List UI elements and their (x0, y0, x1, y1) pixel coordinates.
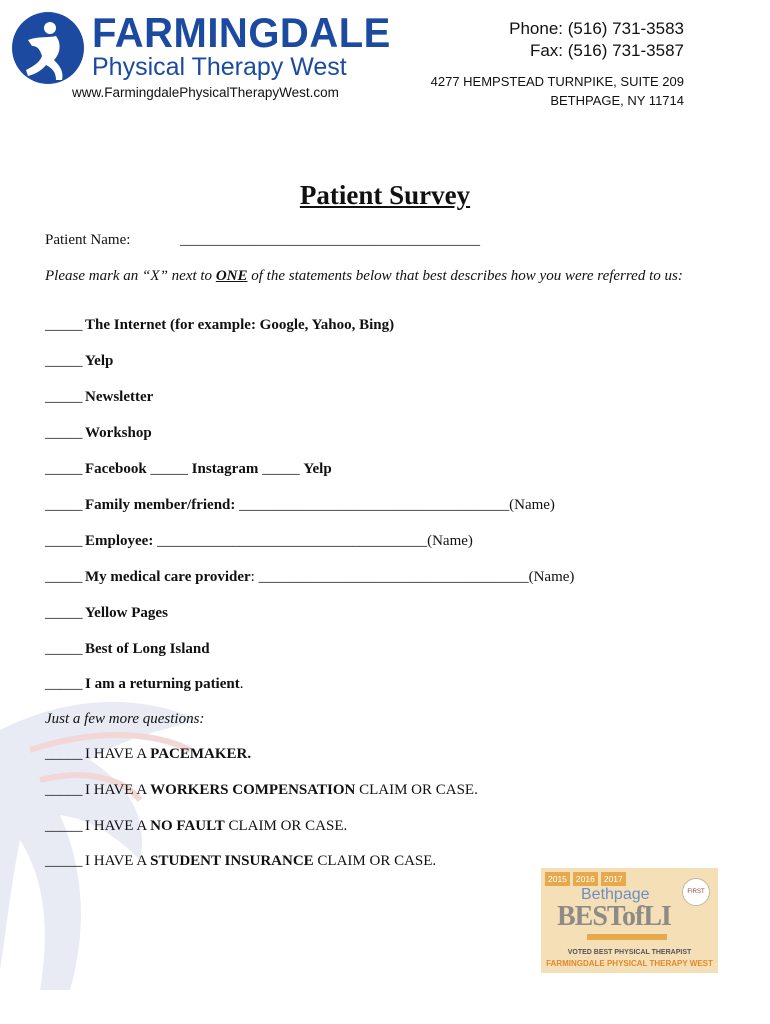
option-best-of-long-island: _____ Best of Long Island (45, 641, 210, 657)
award-ribbon (587, 934, 667, 940)
option-checkbox-blank[interactable]: _____ (45, 425, 83, 441)
question-checkbox-blank[interactable]: _____ (45, 818, 83, 834)
referrer-name-field[interactable]: ____________________________________ (258, 569, 529, 585)
question-no-fault: _____ I HAVE A NO FAULT CLAIM OR CASE. (45, 818, 348, 834)
patient-name-row (45, 232, 480, 249)
brand-name: FARMINGDALE (92, 10, 391, 57)
award-title: BESTofLI (557, 901, 671, 932)
option-yellow-pages: _____ Yellow Pages (45, 605, 168, 621)
award-bethpage: Bethpage (581, 886, 650, 903)
option-checkbox-blank[interactable]: _____ (262, 461, 300, 477)
contact-block (431, 18, 684, 110)
option-newsletter: _____ Newsletter (45, 389, 154, 405)
award-seal-icon: FIRST (682, 878, 710, 906)
referrer-name-field[interactable]: ____________________________________ (239, 497, 510, 513)
question-checkbox-blank[interactable]: _____ (45, 746, 83, 762)
address-line-2: BETHPAGE, NY 11714 (550, 93, 684, 108)
option-employee: _____ Employee: ____________________________________(Name) (45, 533, 473, 549)
patient-name-label: Patient Name: (45, 232, 131, 248)
brand-subtitle: Physical Therapy West (92, 53, 347, 81)
question-student-insurance: _____ I HAVE A STUDENT INSURANCE CLAIM OR CASE. (45, 853, 437, 869)
fax-number: Fax: (516) 731-3587 (529, 41, 684, 60)
option-checkbox-blank[interactable]: _____ (45, 317, 83, 333)
option-yelp: _____ Yelp (45, 353, 114, 369)
option-checkbox-blank[interactable]: _____ (150, 461, 188, 477)
address-line-1: 4277 HEMPSTEAD TURNPIKE, SUITE 209 (430, 74, 684, 89)
instruction-emphasis: ONE (215, 268, 248, 284)
option-workshop: _____ Workshop (45, 425, 152, 441)
runner-figure-icon (10, 10, 86, 86)
question-checkbox-blank[interactable]: _____ (45, 853, 83, 869)
option-checkbox-blank[interactable]: _____ (45, 497, 83, 513)
website-url: www.FarmingdalePhysicalTherapyWest.com (72, 85, 339, 100)
option-returning-patient: _____ I am a returning patient. (45, 676, 244, 692)
award-badge (541, 868, 718, 973)
option-checkbox-blank[interactable]: _____ (45, 389, 83, 405)
award-practice: FARMINGDALE PHYSICAL THERAPY WEST (546, 959, 713, 968)
phone-number: Phone: (516) 731-3583 (509, 19, 684, 38)
question-workers-comp: _____ I HAVE A WORKERS COMPENSATION CLAIM OR CASE. (45, 782, 478, 798)
option-checkbox-blank[interactable]: _____ (45, 676, 83, 692)
option-checkbox-blank[interactable]: _____ (45, 605, 83, 621)
option-family-friend: _____ Family member/friend: ____________________________________(Name) (45, 497, 555, 513)
option-checkbox-blank[interactable]: _____ (45, 533, 83, 549)
option-checkbox-blank[interactable]: _____ (45, 353, 83, 369)
question-pacemaker: _____ I HAVE A PACEMAKER. (45, 746, 252, 762)
option-checkbox-blank[interactable]: _____ (45, 461, 83, 477)
patient-name-field[interactable]: ________________________________________ (180, 232, 480, 248)
page-title: Patient Survey (299, 180, 471, 210)
option-checkbox-blank[interactable]: _____ (45, 641, 83, 657)
question-checkbox-blank[interactable]: _____ (45, 782, 83, 798)
option-checkbox-blank[interactable]: _____ (45, 569, 83, 585)
award-years: 2015 2016 2017 (545, 872, 626, 886)
referrer-name-field[interactable]: ____________________________________ (157, 533, 428, 549)
option-medical-provider: _____ My medical care provider: ____________________________________(Name) (45, 569, 575, 585)
option-internet: _____ The Internet (for example: Google, Yahoo, Bing) (45, 317, 395, 333)
more-questions-heading: Just a few more questions: (45, 711, 205, 727)
option-social-media: _____ Facebook _____ Instagram _____ Yelp (45, 461, 332, 477)
award-voted: VOTED BEST PHYSICAL THERAPIST (567, 949, 692, 956)
runner-watermark-icon (0, 690, 330, 1010)
instruction-text: Please mark an “X” next to ONE of the statements below that best describes how you were referred to us: (45, 268, 683, 284)
